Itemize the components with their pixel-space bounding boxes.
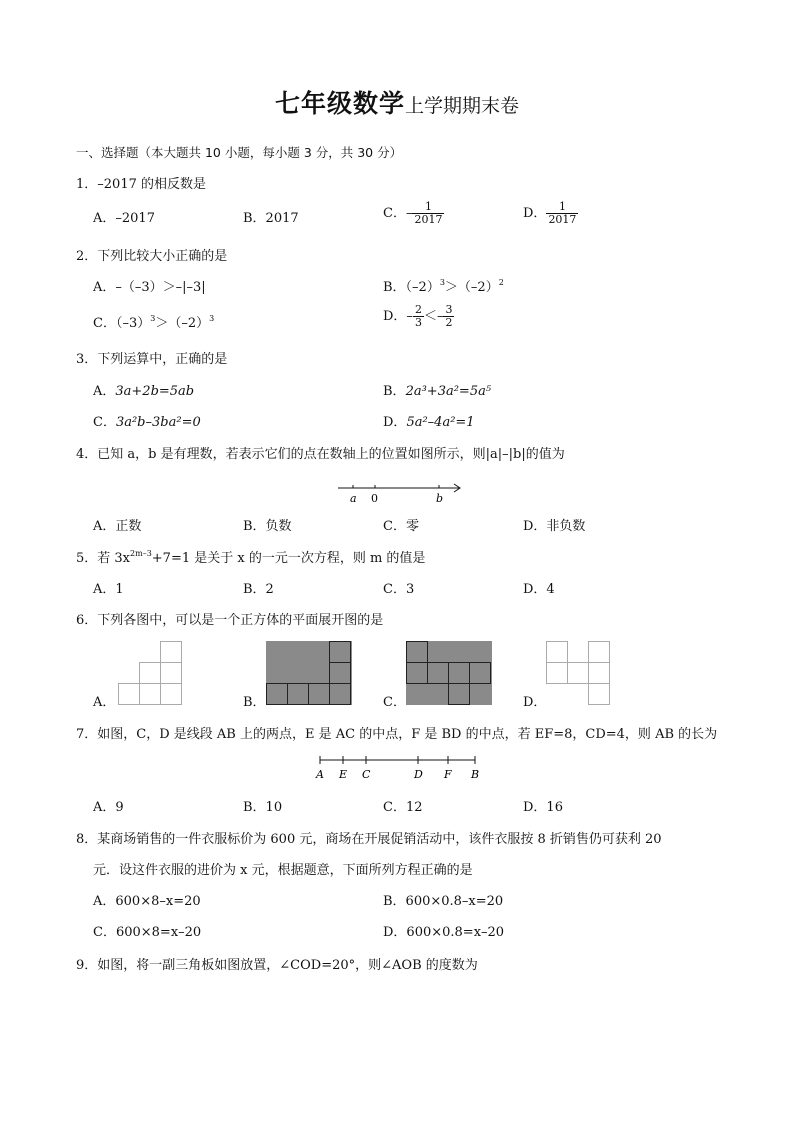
q7-stem: 7．如图，C，D 是线段 AB 上的两点，E 是 AC 的中点，F 是 BD 的中点，若 EF=8，CD=4，则 AB 的长为 (76, 727, 718, 742)
q6-net-b (266, 641, 352, 705)
q8-option-b: B．600×0.8–x=20 (383, 894, 504, 909)
q3-stem: 3．下列运算中，正确的是 (76, 352, 228, 367)
q8-option-a: A．600×8–x=20 (93, 894, 201, 909)
q5-option-b: B．2 (243, 582, 274, 597)
q4-option-a: A．正数 (93, 519, 142, 534)
q3-option-d: D．5a²–4a²=1 (383, 415, 475, 430)
q7-segment-diagram (312, 752, 484, 784)
q3-option-b: B．2a³+3a²=5a⁵ (383, 384, 492, 399)
point-B: B (471, 768, 480, 781)
q4-option-d: D．非负数 (523, 519, 586, 534)
q4-option-b: B．负数 (243, 519, 292, 534)
q6-net-a (118, 641, 184, 707)
q5-option-c: C．3 (383, 582, 415, 597)
q8-option-c: C．600×8=x–20 (93, 925, 202, 940)
q3-option-a: A．3a+2b=5ab (93, 384, 195, 399)
q6-stem: 6．下列各图中，可以是一个正方体的平面展开图的是 (76, 613, 384, 628)
q1-option-b: B．2017 (243, 211, 299, 226)
q6-net-c (406, 641, 492, 705)
q2-option-a: A．–（–3）＞–|–3| (93, 280, 206, 295)
axis-label-0: 0 (371, 492, 378, 505)
title-sub: 上学期期末卷 (405, 95, 520, 117)
q5-option-d: D．4 (523, 582, 555, 597)
section-header: 一、选择题（本大题共 10 小题，每小题 3 分，共 30 分） (76, 145, 403, 160)
point-A: A (316, 768, 324, 781)
q2-stem: 2．下列比较大小正确的是 (76, 249, 228, 264)
point-D: D (414, 768, 423, 781)
q2-option-d: D．– $\frac{2}{3}$ ＜– $\frac{3}{2}$ (383, 303, 453, 329)
q6-option-a: A． (93, 695, 116, 710)
q1-stem: 1．–2017 的相反数是 (76, 177, 206, 192)
q2-option-b: B．$(-2)^3>(-2)^2$ (383, 278, 504, 295)
axis-label-b: b (436, 492, 444, 505)
q7-option-d: D．16 (523, 800, 563, 815)
q2-option-c: C．$(-3)^3>(-2)^3$ (93, 314, 215, 331)
q5-option-a: A．1 (93, 582, 124, 597)
q8-line1: 8．某商场销售的一件衣服标价为 600 元，商场在开展促销活动中，该件衣服按 8 折销售仍可获利 20 (76, 832, 662, 847)
q6-option-d: D． (523, 695, 547, 710)
q1-option-d: D． $\frac{1}{2017}$ (523, 200, 577, 226)
q6-option-c: C． (383, 695, 406, 710)
page-title (0, 84, 794, 120)
q1-option-a: A．–2017 (93, 211, 155, 226)
q7-option-b: B．10 (243, 800, 283, 815)
point-E: E (339, 768, 348, 781)
q7-option-a: A．9 (93, 800, 124, 815)
point-F: F (444, 768, 452, 781)
q4-stem: 4．已知 a，b 是有理数，若表示它们的点在数轴上的位置如图所示，则|a|–|b|的值为 (76, 447, 565, 462)
q9-stem: 9．如图，将一副三角板如图放置，∠COD=20°，则∠AOB 的度数为 (76, 958, 478, 973)
q6-option-b: B． (243, 695, 266, 710)
axis-label-a: a (350, 492, 357, 505)
title-main: 七年级数学 (274, 89, 405, 118)
q3-option-c: C．3a²b–3ba²=0 (93, 415, 201, 430)
q6-net-d (546, 641, 612, 707)
q5-stem: 5．若 $3x^{2m-3}+7=1$ 是关于 x 的一元一次方程，则 m 的值是 (76, 549, 426, 566)
q4-number-line (330, 478, 470, 508)
q8-option-d: D．600×0.8=x–20 (383, 925, 505, 940)
q8-line2: 元．设这件衣服的进价为 x 元，根据题意，下面所列方程正确的是 (93, 863, 473, 878)
point-C: C (362, 768, 371, 781)
q4-option-c: C．零 (383, 519, 419, 534)
q1-option-c: C．– $\frac{1}{2017}$ (383, 200, 443, 226)
q7-option-c: C．12 (383, 800, 423, 815)
